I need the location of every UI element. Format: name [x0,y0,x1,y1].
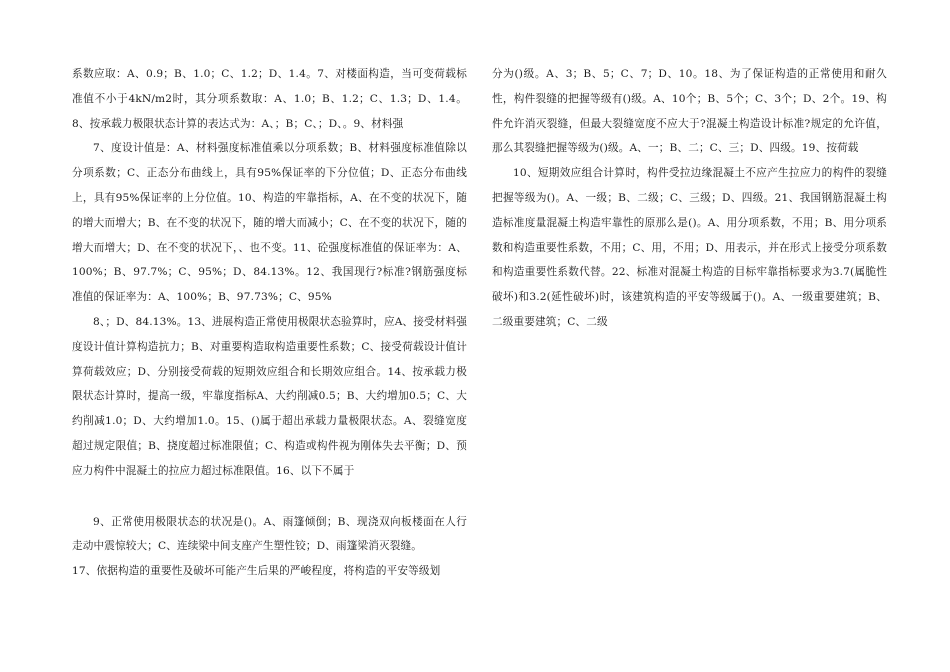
right-column [492,62,887,335]
left-paragraph-3: 8、；D、84.13%。13、进展构造正常使用极限状态验算时，应A、接受材料强度设计值计算构造抗力；B、对重要构造取构造重要性系数；C、接受荷载设计值计算荷载效应；D、分别接受荷载的短期效应组合和长期效应组合。14、按承载力极限状态计算时，提高一级，牢靠度指标A、大约削减0.5；B、大约增加0.5；C、大约削减1.0；D、大约增加1.0。15、()属于超出承载力量极限状态。A、裂缝宽度超过规定限值；B、挠度超过标准限值；C、构造或构件视为刚体失去平衡；D、预应力构件中混凝土的拉应力超过标准限值。16、以下不属于 [72,315,467,477]
left-column [72,62,467,584]
left-paragraph-1: 系数应取：A、0.9；B、1.0；C、1.2；D、1.4。7、对楼面构造，当可变荷载标准值不小于4kN/m2时，其分项系数取：A、1.0；B、1.2；C、1.3；D、1.4。8、按承载力极限状态计算的表达式为：A、；B；C、；D、。9、材料强 [72,68,467,130]
left-paragraph-4: 9、正常使用极限状态的状况是()。A、雨篷倾倒；B、现浇双向板楼面在人行走动中震惊较大；C、连续梁中间支座产生塑性铰；D、雨篷梁消灭裂缝。 [72,515,467,553]
right-paragraph-1: 分为()级。A、3；B、5；C、7；D、10。18、为了保证构造的正常使用和耐久性，构件裂缝的把握等级有()级。A、10个；B、5个；C、3个；D、2个。19、构件允许消灭裂缝，但最大裂缝宽度不应大于?混凝土构造设计标准?规定的允许值，那么其裂缝把握等级为()级。A、一；B、二；C、三；D、四级。19、按荷载 [492,68,887,155]
left-paragraph-5: 17、依据构造的重要性及破坏可能产生后果的严峻程度，将构造的平安等级划 [72,565,441,578]
right-paragraph-2: 10、短期效应组合计算时，构件受拉边缘混凝土不应产生拉应力的构件的裂缝把握等级为()。A、一级；B、二级；C、三级；D、四级。21、我国钢筋混凝土构造标准度量混凝土构造牢靠性的原那么是()。A、用分项系数，不用；B、用分项系数和构造重要性系数，不用；C、用，不用；D、用表示，并在形式上接受分项系数和构造重要性系数代替。22、标准对混凝土构造的目标牢靠指标要求为3.7(属脆性破坏)和3.2(延性破坏)时，该建筑构造的平安等级属于()。A、一级重要建筑；B、二级重要建筑；C、二级 [492,167,887,328]
left-paragraph-2: 7、度设计值是：A、材料强度标准值乘以分项系数；B、材料强度标准值除以分项系数；C、正态分布曲线上，具有95%保证率的下分位值；D、正态分布曲线上，具有95%保证率的上分位值。10、构造的牢靠指标，A、在不变的状况下，随的增大而增大；B、在不变的状况下，随的增大而减小；C、在不变的状况下，随的增大而增大；D、在不变的状况下，、也不变。11、砼强度标准值的保证率为：A、100%；B、97.7%；C、95%；D、84.13%。12、我国现行?标准?钢筋强度标准值的保证率为：A、100%；B、97.73%；C、95% [72,142,467,304]
